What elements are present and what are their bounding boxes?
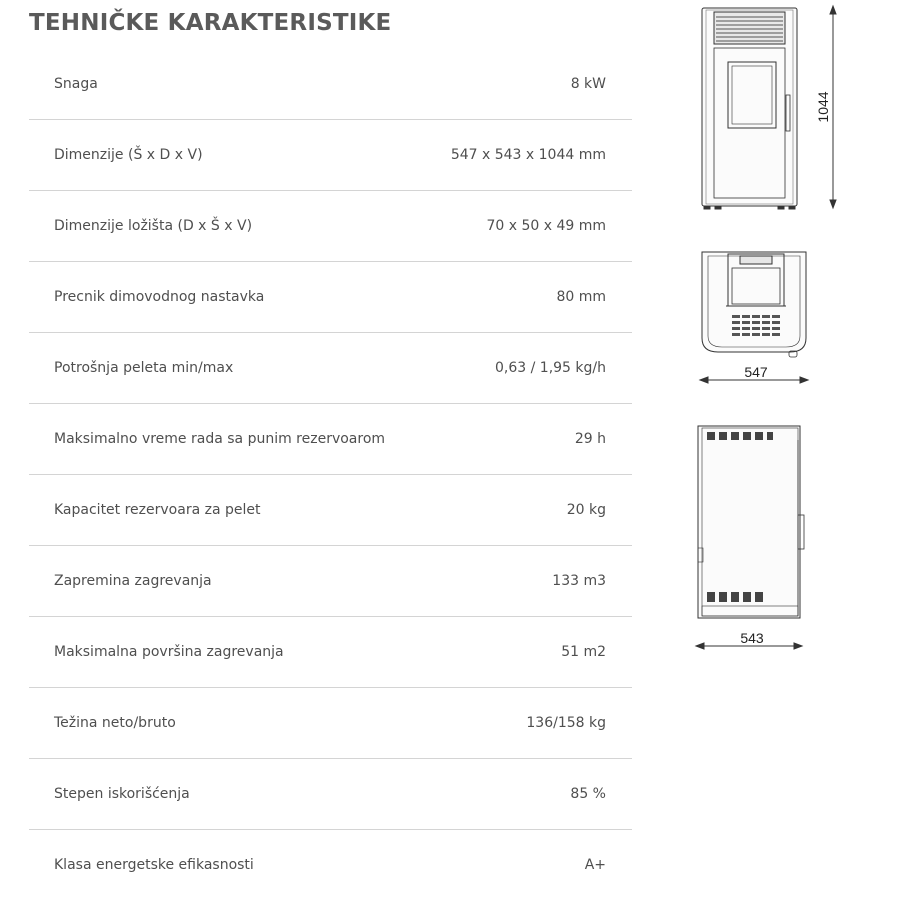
spec-value: 51 m2 xyxy=(561,644,606,660)
spec-value: 20 kg xyxy=(566,502,606,518)
spec-value: 547 x 543 x 1044 mm xyxy=(450,147,606,163)
spec-label: Snaga xyxy=(54,76,98,92)
spec-row xyxy=(29,759,632,830)
spec-value: 0,63 / 1,95 kg/h xyxy=(495,360,606,376)
side-view-drawing xyxy=(696,426,804,649)
spec-row xyxy=(29,617,632,688)
spec-label: Potrošnja peleta min/max xyxy=(54,360,234,376)
spec-row xyxy=(29,404,632,475)
stove-drawings-svg xyxy=(690,0,907,880)
spec-label: Kapacitet rezervoara za pelet xyxy=(54,502,261,518)
spec-value: 29 h xyxy=(574,431,606,447)
spec-label: Dimenzije (Š x D x V) xyxy=(54,147,203,163)
spec-row xyxy=(29,830,632,900)
spec-value: 85 % xyxy=(570,786,606,802)
spec-row xyxy=(29,333,632,404)
front-height-label: 1044 xyxy=(815,91,831,123)
spec-label: Zapremina zagrevanja xyxy=(54,573,212,589)
spec-label: Maksimalno vreme rada sa punim rezervoarom xyxy=(54,431,386,447)
spec-value: 8 kW xyxy=(570,76,606,92)
spec-value: 136/158 kg xyxy=(526,715,606,731)
spec-value: 70 x 50 x 49 mm xyxy=(486,218,606,234)
spec-row xyxy=(29,546,632,617)
spec-value: A+ xyxy=(584,857,606,873)
side-depth-label: 543 xyxy=(740,630,764,646)
spec-label: Stepen iskorišćenja xyxy=(54,786,190,802)
spec-row xyxy=(29,688,632,759)
spec-row xyxy=(29,262,632,333)
page-title: TEHNIČKE KARAKTERISTIKE xyxy=(29,10,392,36)
spec-row xyxy=(29,191,632,262)
top-width-label: 547 xyxy=(744,364,768,380)
spec-value: 133 m3 xyxy=(552,573,606,589)
technical-drawings xyxy=(690,0,907,880)
spec-label: Maksimalna površina zagrevanja xyxy=(54,644,284,660)
spec-row xyxy=(29,49,632,120)
spec-label: Dimenzije ložišta (D x Š x V) xyxy=(54,218,253,234)
spec-row xyxy=(29,120,632,191)
spec-row xyxy=(29,475,632,546)
spec-table xyxy=(29,49,632,900)
spec-value: 80 mm xyxy=(556,289,606,305)
spec-label: Težina neto/bruto xyxy=(54,715,176,731)
spec-label: Klasa energetske efikasnosti xyxy=(54,857,254,873)
spec-label: Precnik dimovodnog nastavka xyxy=(54,289,265,305)
